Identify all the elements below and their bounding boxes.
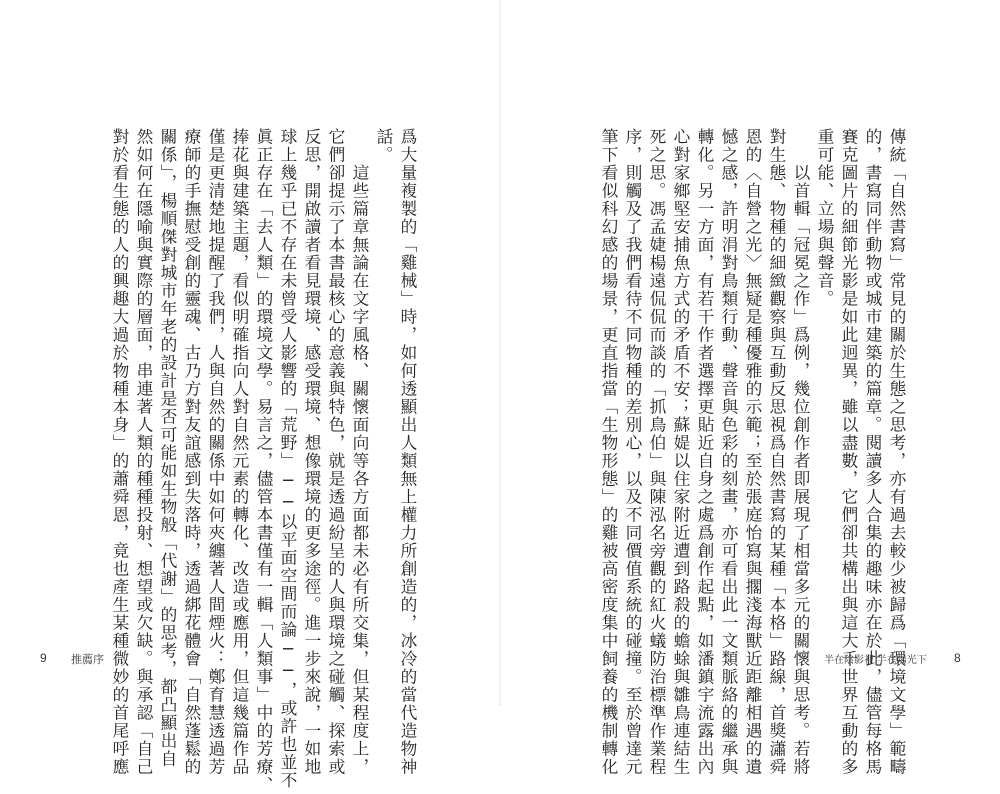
text-line: 筆下看似科幻感的場景，更直指當「生物形態」的雞被高密度集中飼養的機制轉化	[599, 128, 619, 776]
text-line: 以首輯「冠冕之作」爲例，幾位創作者即展現了相當多元的關懷與思考。若將	[791, 128, 811, 776]
text-line: 憾之感，許明涓對鳥類行動、聲音與色彩的刻畫，亦可看出此一文類脈絡的繼承與	[719, 128, 739, 776]
text-line: 療師的手撫慰受創的靈魂、古乃方對友誼感到失落時，透過綁花體會「自然蓬鬆的	[182, 128, 202, 776]
running-head: 推薦序	[71, 654, 104, 666]
text-line: 球上幾乎已不存在未曾受人影響的「荒野」──以平面空間而論──，或許也並不	[278, 128, 298, 790]
text-line: 序，則觸及了我們看待不同物種的差別心，以及不同價值系統的碰撞。至於曾達元	[623, 128, 643, 776]
text-line: 對生態、物種的細緻觀察與互動反思視爲自然書寫的某種「本格」路線，首獎瀟舜	[767, 128, 787, 776]
running-head: 半在陰影裡 半在陽光下	[824, 655, 927, 666]
text-line: 賽克圖片的細節光影是如此迥異，雖以盡數，它們卻共構出與這大千世界互動的多	[839, 128, 859, 776]
text-line: 心對家鄉堅安捕魚方式的矛盾不安；蘇媞以住家附近遭到路殺的蟾蜍與雛鳥連結生	[671, 128, 691, 776]
text-line: 眞正存在「去人類」的環境文學。易言之，儘管本書僅有一輯「人類事」中的芳療、	[254, 128, 274, 794]
text-line: 爲大量複製的「雞械」時，如何透顯出人類無上權力所創造的，冰冷的當代造物神	[398, 128, 418, 776]
text-line: 死之思。馮孟婕楊遠侃侃而談的「抓鳥伯」與陳泓名旁觀的紅火蟻防治標準作業程	[647, 128, 667, 776]
text-line: 它們卻提示了本書最核心的意義與特色，就是透過紛呈的人與環境之碰觸、探索或	[326, 128, 346, 776]
page-number: 9	[40, 651, 47, 665]
page-number: 8	[954, 651, 961, 665]
text-line: 傳統「自然書寫」常見的關於生態之思考，亦有過去較少被歸爲「環境文學」範疇	[887, 128, 907, 776]
text-line: 僅是更清楚地提醒了我們，人與自然的關係中如何夾纏著人間煙火：鄭育慧透過芳	[206, 128, 226, 776]
text-line: 反思，開啟讀者看見環境、感受環境、想像環境的更多途徑。進一步來說，一如地	[302, 128, 322, 776]
text-line: 對於看生態的人的興趣大過於物種本身」的蕭舜恩，竟也產生某種微妙的首尾呼應	[110, 128, 130, 776]
text-line: 捧花與建築主題，看似明確指向人對自然元素的轉化、改造或應用，但這幾篇作品	[230, 128, 250, 776]
text-line: 恩的〈自營之光〉無疑是種優雅的示範；至於張庭怡寫與擱淺海獸近距離相遇的遺	[743, 128, 763, 776]
text-line: 這些篇章無論在文字風格、關懷面向等各方面都未必有所交集，但某程度上，	[350, 128, 370, 776]
text-line: 的，書寫同伴動物或城市建築的篇章。閱讀多人合集的趣味亦在於此，儘管每格馬	[863, 128, 883, 776]
text-line: 轉化。另一方面，有若干作者選擇更貼近自身之處爲創作起點，如潘鎮宇流露出內	[695, 128, 715, 776]
text-line: 重可能、立場與聲音。	[815, 128, 835, 308]
text-line: 然如何在隱喻與實際的層面，串連著人類的種種投射、想望或欠缺。與承認「自己	[134, 128, 154, 776]
right-page	[500, 0, 1000, 776]
text-line: 關係」，楊順傑對城市年老的設計是否可能如生物般「代謝」的思考，都凸顯出自	[158, 128, 178, 768]
text-line: 話。	[374, 128, 394, 164]
